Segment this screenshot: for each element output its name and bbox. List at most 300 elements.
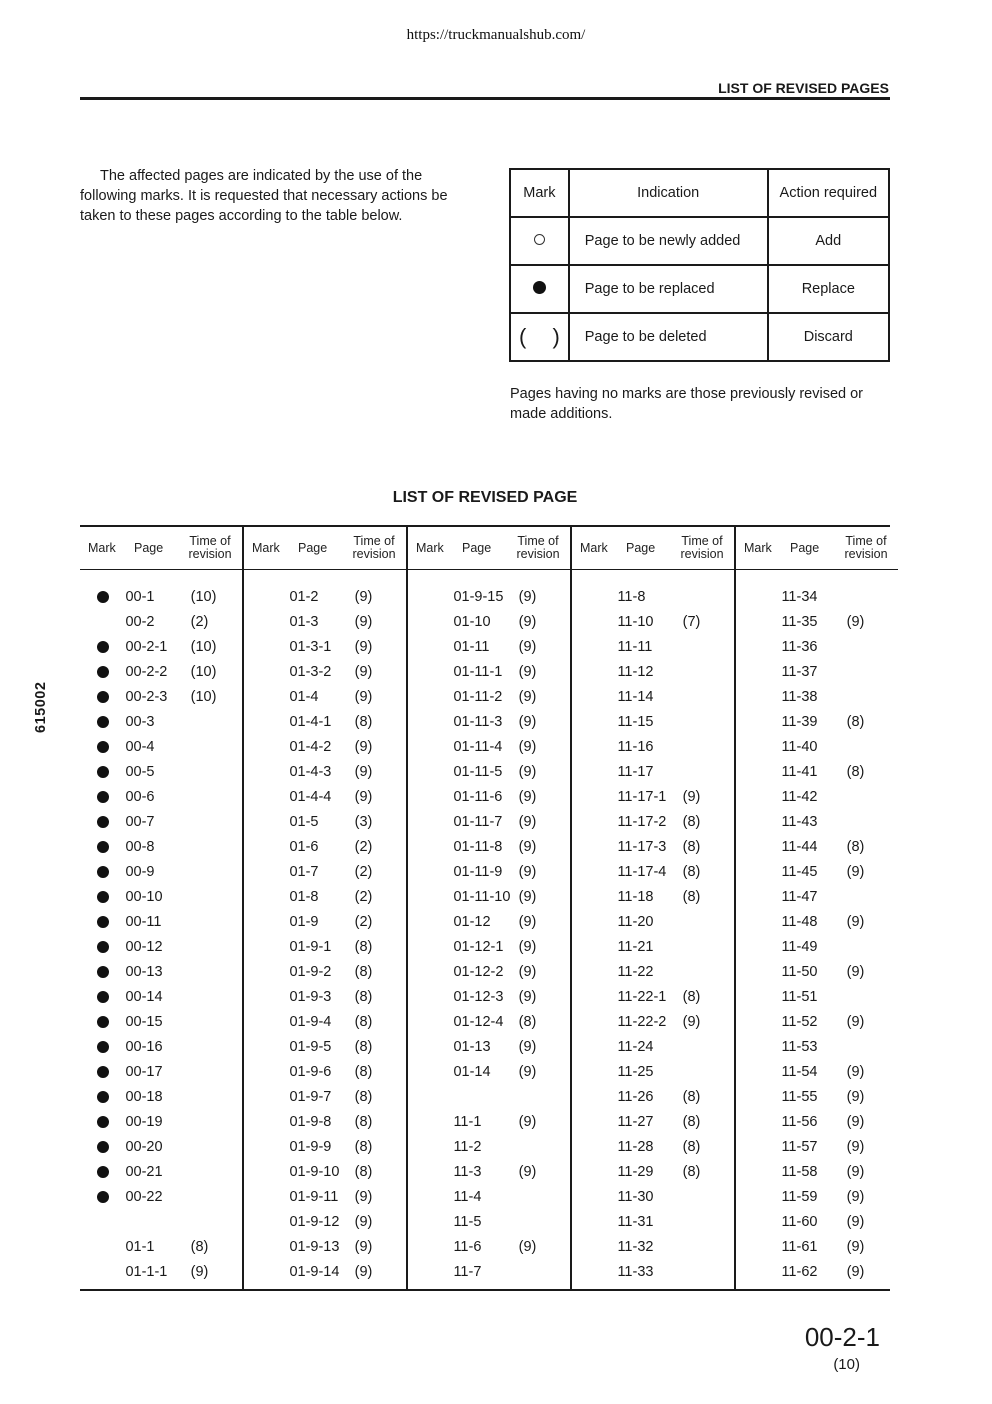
legend-header-mark: Mark xyxy=(510,169,569,217)
legend-indication: Page to be replaced xyxy=(569,265,768,313)
page-cell: 00-15 xyxy=(125,1013,163,1030)
mark-cell xyxy=(80,791,125,803)
table-row xyxy=(80,1109,242,1134)
header-time-of-revision xyxy=(834,535,898,561)
revision-cell: (8) xyxy=(846,763,865,780)
filled-circle-icon xyxy=(97,1091,109,1103)
table-column-group xyxy=(80,527,242,1289)
page-cell: 01-11-9 xyxy=(453,863,503,880)
revision-cell: (9) xyxy=(846,613,865,630)
page-cell: 01-9-2 xyxy=(289,963,332,980)
page-cell: 11-33 xyxy=(617,1263,654,1280)
revision-cell: (9) xyxy=(518,988,537,1005)
table-row xyxy=(244,859,406,884)
revision-cell: (8) xyxy=(354,1163,373,1180)
table-row xyxy=(408,1209,570,1234)
table-row xyxy=(736,659,898,684)
table-row xyxy=(572,1209,734,1234)
page-cell: 01-4-3 xyxy=(289,763,332,780)
table-row xyxy=(572,1034,734,1059)
mark-cell xyxy=(80,666,125,678)
page-cell: 11-41 xyxy=(781,763,818,780)
page-cell: 11-32 xyxy=(617,1238,654,1255)
revision-cell: (8) xyxy=(354,1063,373,1080)
table-row xyxy=(736,934,898,959)
mark-cell xyxy=(80,1016,125,1028)
legend-row xyxy=(510,217,889,265)
page-cell: 00-5 xyxy=(125,763,155,780)
filled-circle-icon xyxy=(97,1016,109,1028)
page-cell: 11-24 xyxy=(617,1038,654,1055)
table-row xyxy=(736,984,898,1009)
table-row xyxy=(572,1259,734,1284)
page-cell: 00-12 xyxy=(125,938,163,955)
header-time-of-revision xyxy=(670,535,734,561)
revision-cell: (9) xyxy=(518,713,537,730)
revision-cell: (8) xyxy=(354,963,373,980)
page-cell: 11-2 xyxy=(453,1138,482,1155)
page-cell: 01-9-5 xyxy=(289,1038,332,1055)
table-row xyxy=(408,1084,570,1109)
table-row xyxy=(244,1084,406,1109)
table-row xyxy=(736,609,898,634)
revision-cell: (8) xyxy=(682,838,701,855)
source-url[interactable]: https://truckmanualshub.com/ xyxy=(406,27,586,43)
table-row xyxy=(80,584,242,609)
page-cell: 01-11-10 xyxy=(453,888,511,905)
table-row xyxy=(408,1259,570,1284)
header-mark: Mark xyxy=(744,541,772,555)
page-cell: 11-14 xyxy=(617,688,654,705)
table-row xyxy=(80,959,242,984)
revision-cell: (9) xyxy=(518,1113,537,1130)
page-cell: 11-52 xyxy=(781,1013,818,1030)
revision-cell: (8) xyxy=(682,988,701,1005)
table-row xyxy=(572,884,734,909)
page-cell: 11-44 xyxy=(781,838,818,855)
table-row xyxy=(244,709,406,734)
table-row xyxy=(244,934,406,959)
revision-cell: (8) xyxy=(354,1038,373,1055)
header-page: Page xyxy=(134,541,164,555)
revision-cell: (9) xyxy=(682,1013,701,1030)
page-cell: 00-9 xyxy=(125,863,155,880)
table-row xyxy=(408,934,570,959)
filled-circle-icon xyxy=(97,1066,109,1078)
page-cell: 01-8 xyxy=(289,888,319,905)
table-row xyxy=(572,659,734,684)
page-cell: 01-9 xyxy=(289,913,319,930)
column-header-row xyxy=(408,527,570,570)
page-cell: 01-12-1 xyxy=(453,938,504,955)
page-cell: 01-12-3 xyxy=(453,988,504,1005)
revision-cell: (9) xyxy=(846,1088,865,1105)
page-cell: 01-11-8 xyxy=(453,838,503,855)
page-cell: 01-9-6 xyxy=(289,1063,332,1080)
page-cell: 11-61 xyxy=(781,1238,818,1255)
legend-action: Discard xyxy=(768,313,889,361)
table-row xyxy=(80,634,242,659)
table-row xyxy=(80,1234,242,1259)
table-row xyxy=(80,809,242,834)
revision-cell: (8) xyxy=(682,863,701,880)
table-row xyxy=(244,584,406,609)
table-row xyxy=(408,759,570,784)
legend-header-indication: Indication xyxy=(569,169,768,217)
revision-cell: (8) xyxy=(354,1013,373,1030)
table-row xyxy=(572,784,734,809)
header-mark: Mark xyxy=(416,541,444,555)
table-row xyxy=(244,634,406,659)
page-cell: 00-2-3 xyxy=(125,688,168,705)
table-row xyxy=(244,759,406,784)
filled-circle-icon xyxy=(97,891,109,903)
revision-cell: (9) xyxy=(846,1188,865,1205)
filled-circle-icon xyxy=(97,716,109,728)
table-row xyxy=(80,1159,242,1184)
revised-pages-table xyxy=(80,525,890,1291)
table-row xyxy=(80,1009,242,1034)
revision-cell: (8) xyxy=(354,1088,373,1105)
revision-cell: (9) xyxy=(518,1038,537,1055)
revision-cell: (8) xyxy=(354,988,373,1005)
filled-circle-icon xyxy=(97,666,109,678)
table-row xyxy=(572,759,734,784)
page-cell: 11-26 xyxy=(617,1088,654,1105)
filled-circle-icon xyxy=(97,991,109,1003)
table-row xyxy=(80,1034,242,1059)
table-row xyxy=(408,1234,570,1259)
page-cell: 00-18 xyxy=(125,1088,163,1105)
revision-cell: (9) xyxy=(846,963,865,980)
page-cell: 01-11-2 xyxy=(453,688,503,705)
revision-cell: (9) xyxy=(354,788,373,805)
revision-cell: (9) xyxy=(518,1163,537,1180)
table-row xyxy=(572,1009,734,1034)
page-cell: 01-9-15 xyxy=(453,588,504,605)
table-row xyxy=(736,709,898,734)
revision-cell: (8) xyxy=(354,938,373,955)
page-cell: 11-22 xyxy=(617,963,654,980)
page-cell: 01-11-6 xyxy=(453,788,503,805)
page-cell: 11-10 xyxy=(617,613,654,630)
table-row xyxy=(736,809,898,834)
page-cell: 01-10 xyxy=(453,613,491,630)
table-row xyxy=(80,659,242,684)
table-row xyxy=(408,659,570,684)
filled-circle-icon xyxy=(97,691,109,703)
legend-row xyxy=(510,313,889,361)
page-cell: 11-7 xyxy=(453,1263,482,1280)
legend-mark-cell xyxy=(510,217,569,265)
page-cell: 01-3-2 xyxy=(289,663,332,680)
page-cell: 01-9-7 xyxy=(289,1088,332,1105)
revision-cell: (9) xyxy=(354,638,373,655)
table-row xyxy=(572,859,734,884)
page-cell: 11-22-1 xyxy=(617,988,667,1005)
table-row xyxy=(736,909,898,934)
table-column-group xyxy=(242,527,406,1289)
table-row xyxy=(736,584,898,609)
table-row xyxy=(244,784,406,809)
page-cell: 11-27 xyxy=(617,1113,654,1130)
column-header-row xyxy=(80,527,242,570)
table-row xyxy=(408,584,570,609)
table-row xyxy=(736,684,898,709)
filled-circle-icon xyxy=(97,916,109,928)
page-cell: 01-12-2 xyxy=(453,963,504,980)
table-row xyxy=(736,884,898,909)
table-row xyxy=(572,1134,734,1159)
page-cell: 00-22 xyxy=(125,1188,163,1205)
revision-cell: (9) xyxy=(846,913,865,930)
page-cell: 11-16 xyxy=(617,738,654,755)
page-cell: 00-3 xyxy=(125,713,155,730)
mark-cell xyxy=(80,866,125,878)
revision-cell: (9) xyxy=(518,938,537,955)
revision-cell: (9) xyxy=(846,1238,865,1255)
table-row xyxy=(80,709,242,734)
table-row xyxy=(244,834,406,859)
table-row xyxy=(736,1184,898,1209)
revision-cell: (9) xyxy=(354,1188,373,1205)
table-row xyxy=(80,1084,242,1109)
revision-cell: (9) xyxy=(682,788,701,805)
mark-cell xyxy=(80,1166,125,1178)
page-cell: 01-1-1 xyxy=(125,1263,168,1280)
revision-cell: (2) xyxy=(354,888,373,905)
revision-cell: (9) xyxy=(846,1163,865,1180)
revision-cell: (9) xyxy=(354,763,373,780)
mark-cell xyxy=(80,816,125,828)
table-row xyxy=(572,959,734,984)
page-cell: 01-9-14 xyxy=(289,1263,340,1280)
table-row xyxy=(244,809,406,834)
table-row xyxy=(572,709,734,734)
table-row xyxy=(736,784,898,809)
revision-cell: (9) xyxy=(846,863,865,880)
page-cell: 11-5 xyxy=(453,1213,482,1230)
table-row xyxy=(244,1209,406,1234)
header-time-line2: revision xyxy=(188,547,232,561)
legend-mark-cell xyxy=(510,313,569,361)
page-cell: 00-7 xyxy=(125,813,155,830)
page-cell: 11-40 xyxy=(781,738,818,755)
table-row xyxy=(408,834,570,859)
filled-circle-icon xyxy=(97,1116,109,1128)
revision-cell: (9) xyxy=(354,1213,373,1230)
page-cell: 01-9-4 xyxy=(289,1013,332,1030)
revision-cell: (9) xyxy=(354,738,373,755)
filled-circle-icon xyxy=(97,1041,109,1053)
revision-cell: (8) xyxy=(354,1113,373,1130)
table-row xyxy=(408,1034,570,1059)
page-cell: 00-11 xyxy=(125,913,162,930)
revision-cell: (9) xyxy=(354,1238,373,1255)
page-cell: 01-4-2 xyxy=(289,738,332,755)
page-cell: 11-60 xyxy=(781,1213,818,1230)
table-row xyxy=(244,1259,406,1284)
page-cell: 11-3 xyxy=(453,1163,482,1180)
revision-cell: (8) xyxy=(846,713,865,730)
table-row xyxy=(80,684,242,709)
table-row xyxy=(736,1259,898,1284)
column-header-row xyxy=(572,527,734,570)
page-cell: 00-2-1 xyxy=(125,638,168,655)
mark-cell xyxy=(80,1066,125,1078)
mark-cell xyxy=(80,966,125,978)
page-cell: 00-8 xyxy=(125,838,155,855)
table-row xyxy=(244,909,406,934)
table-row xyxy=(408,1009,570,1034)
table-row xyxy=(736,634,898,659)
table-row xyxy=(408,1059,570,1084)
revision-cell: (10) xyxy=(190,663,217,680)
table-row xyxy=(244,984,406,1009)
table-row xyxy=(244,1059,406,1084)
table-column-group xyxy=(734,527,898,1289)
page-cell: 01-11-5 xyxy=(453,763,503,780)
filled-circle-icon xyxy=(97,841,109,853)
page-cell: 11-29 xyxy=(617,1163,654,1180)
table-row xyxy=(244,1034,406,1059)
table-row xyxy=(80,1059,242,1084)
table-row xyxy=(244,734,406,759)
table-row xyxy=(408,984,570,1009)
table-row xyxy=(572,1159,734,1184)
table-row xyxy=(80,1184,242,1209)
page-cell: 01-1 xyxy=(125,1238,155,1255)
header-rule xyxy=(80,97,890,100)
table-row xyxy=(572,984,734,1009)
table-row xyxy=(572,1184,734,1209)
revision-cell: (9) xyxy=(354,1263,373,1280)
page-cell: 11-21 xyxy=(617,938,654,955)
table-row xyxy=(408,784,570,809)
page-cell: 11-45 xyxy=(781,863,818,880)
table-row xyxy=(572,909,734,934)
table-row xyxy=(244,609,406,634)
page-cell: 01-11-7 xyxy=(453,813,503,830)
table-row xyxy=(80,934,242,959)
page-cell: 11-17-2 xyxy=(617,813,667,830)
table-row xyxy=(408,959,570,984)
page-cell: 00-6 xyxy=(125,788,155,805)
header-page: Page xyxy=(462,541,492,555)
page-cell: 00-1 xyxy=(125,588,155,605)
page-cell: 11-54 xyxy=(781,1063,818,1080)
table-row xyxy=(736,959,898,984)
revision-cell: (8) xyxy=(190,1238,209,1255)
table-row xyxy=(80,784,242,809)
page-cell: 11-17-1 xyxy=(617,788,667,805)
page-cell: 00-17 xyxy=(125,1063,163,1080)
header-time-line1: Time of xyxy=(189,534,231,548)
page-cell: 11-25 xyxy=(617,1063,654,1080)
table-row xyxy=(736,1009,898,1034)
page-cell: 00-4 xyxy=(125,738,155,755)
table-row xyxy=(80,909,242,934)
side-code: 615002 xyxy=(33,681,49,733)
revision-cell: (8) xyxy=(682,1088,701,1105)
header-time-line1: Time of xyxy=(681,534,723,548)
header-time-of-revision xyxy=(342,535,406,561)
page-cell: 11-17 xyxy=(617,763,654,780)
table-row xyxy=(408,1184,570,1209)
table-row xyxy=(572,1084,734,1109)
page-cell: 01-14 xyxy=(453,1063,491,1080)
footer-revision: (10) xyxy=(833,1356,860,1373)
revision-cell: (9) xyxy=(354,663,373,680)
revision-cell: (10) xyxy=(190,638,217,655)
table-row xyxy=(736,859,898,884)
mark-cell xyxy=(80,941,125,953)
table-row xyxy=(244,884,406,909)
page-cell: 11-57 xyxy=(781,1138,818,1155)
mark-cell xyxy=(80,1191,125,1203)
parentheses-icon: ( ) xyxy=(519,324,560,349)
table-column-group xyxy=(406,527,570,1289)
revision-cell: (9) xyxy=(518,1238,537,1255)
page-cell: 11-4 xyxy=(453,1188,482,1205)
filled-circle-icon xyxy=(97,941,109,953)
table-row xyxy=(244,684,406,709)
page-cell: 11-1 xyxy=(453,1113,482,1130)
table-row xyxy=(736,1134,898,1159)
filled-circle-icon xyxy=(97,741,109,753)
mark-cell xyxy=(80,766,125,778)
table-row xyxy=(408,809,570,834)
revision-cell: (9) xyxy=(846,1063,865,1080)
legend-indication: Page to be deleted xyxy=(569,313,768,361)
page-cell: 00-16 xyxy=(125,1038,163,1055)
legend-action: Add xyxy=(768,217,889,265)
legend-header-row xyxy=(510,169,889,217)
open-circle-icon xyxy=(534,234,545,245)
table-row xyxy=(80,1134,242,1159)
page-cell: 01-6 xyxy=(289,838,319,855)
revision-cell: (8) xyxy=(682,813,701,830)
header-mark: Mark xyxy=(88,541,116,555)
revision-cell: (9) xyxy=(518,638,537,655)
mark-cell xyxy=(80,591,125,603)
page-cell: 11-18 xyxy=(617,888,654,905)
table-row xyxy=(736,1059,898,1084)
header-time-line1: Time of xyxy=(517,534,559,548)
page-cell: 01-12 xyxy=(453,913,491,930)
revision-cell: (9) xyxy=(354,588,373,605)
page-cell: 11-50 xyxy=(781,963,818,980)
revision-cell: (10) xyxy=(190,588,217,605)
table-row xyxy=(80,759,242,784)
revision-cell: (9) xyxy=(846,1213,865,1230)
revision-cell: (8) xyxy=(846,838,865,855)
page-cell: 11-11 xyxy=(617,638,653,655)
page-cell: 11-59 xyxy=(781,1188,818,1205)
revision-cell: (3) xyxy=(354,813,373,830)
revision-cell: (8) xyxy=(682,1138,701,1155)
page-cell: 11-38 xyxy=(781,688,818,705)
table-row xyxy=(244,1159,406,1184)
table-row xyxy=(244,1234,406,1259)
table-row xyxy=(408,734,570,759)
mark-cell xyxy=(80,691,125,703)
page-cell: 01-9-9 xyxy=(289,1138,332,1155)
page-cell: 11-8 xyxy=(617,588,646,605)
revision-cell: (2) xyxy=(354,913,373,930)
page-cell: 11-31 xyxy=(617,1213,654,1230)
revision-cell: (8) xyxy=(354,1138,373,1155)
